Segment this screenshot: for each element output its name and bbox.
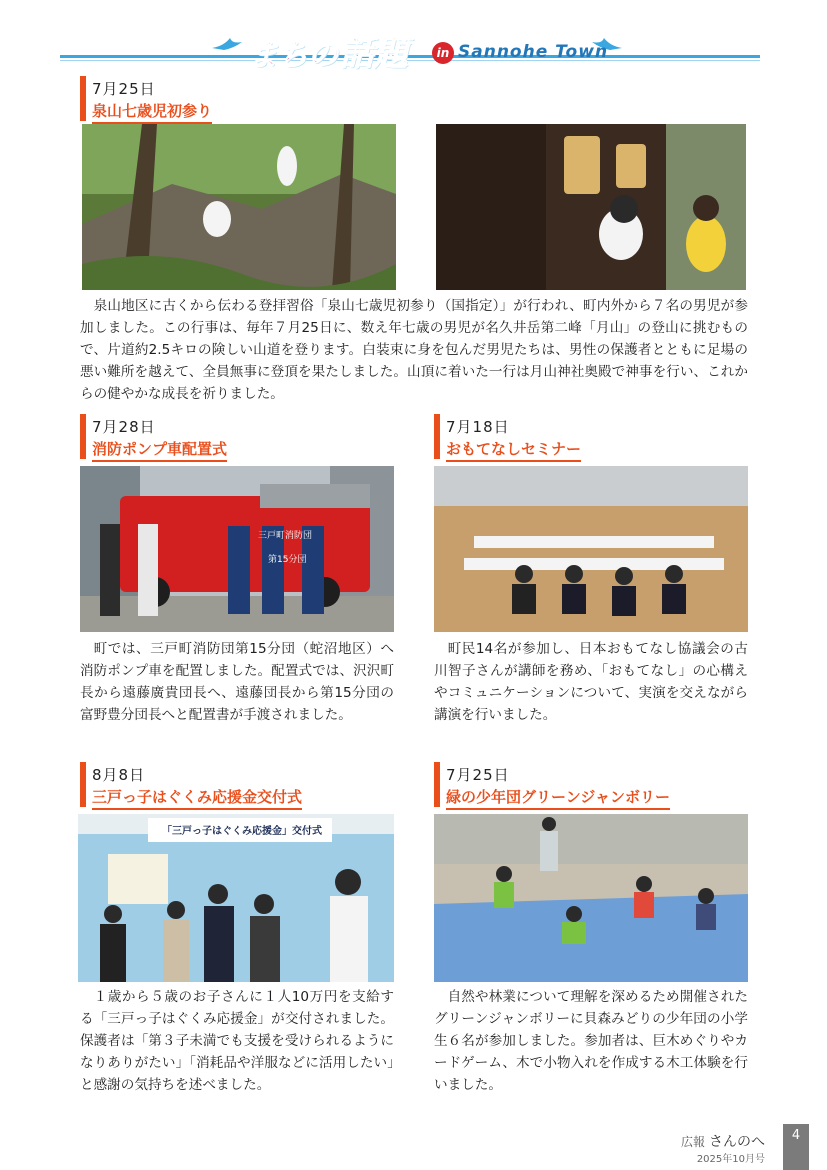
town-name: Sannohe Town <box>458 42 609 62</box>
section-date: 7月28日 <box>92 418 156 436</box>
section-paragraph: １歳から５歳のお子さんに１人10万円を支給する「三戸っ子はぐくみ応援金」が交付されました。保護者は「第３子未満でも支援を受けられるようになりありがたい」「消耗品や洋服などに活用したい」と感謝の気持ちを述べました。 <box>80 989 394 1093</box>
section-paragraph: 泉山地区に古くから伝わる登拝習俗「泉山七歳児初参り（国指定）」が行われ、町内外から７名の男児が参加しました。この行事は、毎年７月25日に、数え年七歳の男児が名久井岳第二峰「月山」の登山に挑むもので、片道約2.5キロの険しい山道を登ります。白装束に身を包んだ男児たちは、男性の保護者とともに足場の悪い難所を越えて、全員無事に登頂を果たしました。山頂に着いた一行は月山神社奥殿で神事を行い、これからの健やかな成長を祈りました。 <box>80 298 748 402</box>
section-text-block <box>434 638 748 726</box>
header-logo <box>248 26 408 75</box>
photo-hagukumi-ceremony <box>78 814 394 982</box>
logo-text-machino: まちの <box>248 38 338 73</box>
page-number: 4 <box>783 1124 809 1170</box>
ceremony-sign: 「三戸っ子はぐくみ応援金」交付式 <box>162 826 322 837</box>
photo-mountain-climb <box>82 124 396 290</box>
section-title: 泉山七歳児初参り <box>92 100 212 124</box>
section-marker <box>434 414 440 459</box>
photo-fire-truck <box>80 466 394 632</box>
section-title: 三戸っ子はぐくみ応援金交付式 <box>92 786 302 810</box>
truck-label: 三戸町消防団 <box>258 531 313 541</box>
section-paragraph: 町民14名が参加し、日本おもてなし協議会の古川智子さんが講師を務め、「おもてなし」の心構えやコミュニケーションについて、実演を交えながら講演を行いました。 <box>434 641 748 723</box>
section-title: 緑の少年団グリーンジャンボリー <box>446 786 670 810</box>
section-text-block <box>80 986 394 1096</box>
logo-text-dai: 題 <box>374 34 408 74</box>
section-marker <box>80 762 86 807</box>
photo-shrine-ema <box>436 124 746 290</box>
swallow-left-icon <box>210 34 244 52</box>
footer-label-big: さんのへ <box>709 1134 765 1150</box>
section-date: 7月18日 <box>446 418 510 436</box>
in-badge: in <box>432 42 454 64</box>
header-rule-thin <box>60 60 760 61</box>
photo-green-jamboree <box>434 814 748 982</box>
section-text-block <box>80 295 748 405</box>
footer-label-small: 広報 <box>680 1135 705 1149</box>
truck-label-unit: 第15分団 <box>268 555 307 565</box>
section-paragraph: 自然や林業について理解を深めるため開催されたグリーンジャンボリーに貝森みどりの少年団の小学生６名が参加しました。参加者は、巨木めぐりやカードゲーム、木で小物入れを作成する木工体験を行いました。 <box>434 989 748 1093</box>
section-paragraph: 町では、三戸町消防団第15分団（蛇沼地区）へ消防ポンプ車を配置しました。配置式では、沢沢町長から遠藤廣貴団長へ、遠藤団長から第15分団の富野豊分団長へと配置書が手渡されました。 <box>80 641 394 723</box>
footer-issue: 2025年10月号 <box>696 1154 765 1165</box>
section-date: 7月25日 <box>446 766 510 784</box>
photo-omotenashi-seminar <box>434 466 748 632</box>
section-marker <box>80 414 86 459</box>
logo-text-wa: 話 <box>340 34 374 74</box>
section-date: 8月8日 <box>92 766 146 784</box>
section-marker <box>434 762 440 807</box>
section-marker <box>80 76 86 121</box>
section-title: おもてなしセミナー <box>446 438 581 462</box>
header-rule <box>60 55 760 58</box>
section-date: 7月25日 <box>92 80 156 98</box>
section-text-block <box>80 638 394 726</box>
footer-brand <box>681 1131 765 1151</box>
section-text-block <box>434 986 748 1096</box>
section-title: 消防ポンプ車配置式 <box>92 438 227 462</box>
